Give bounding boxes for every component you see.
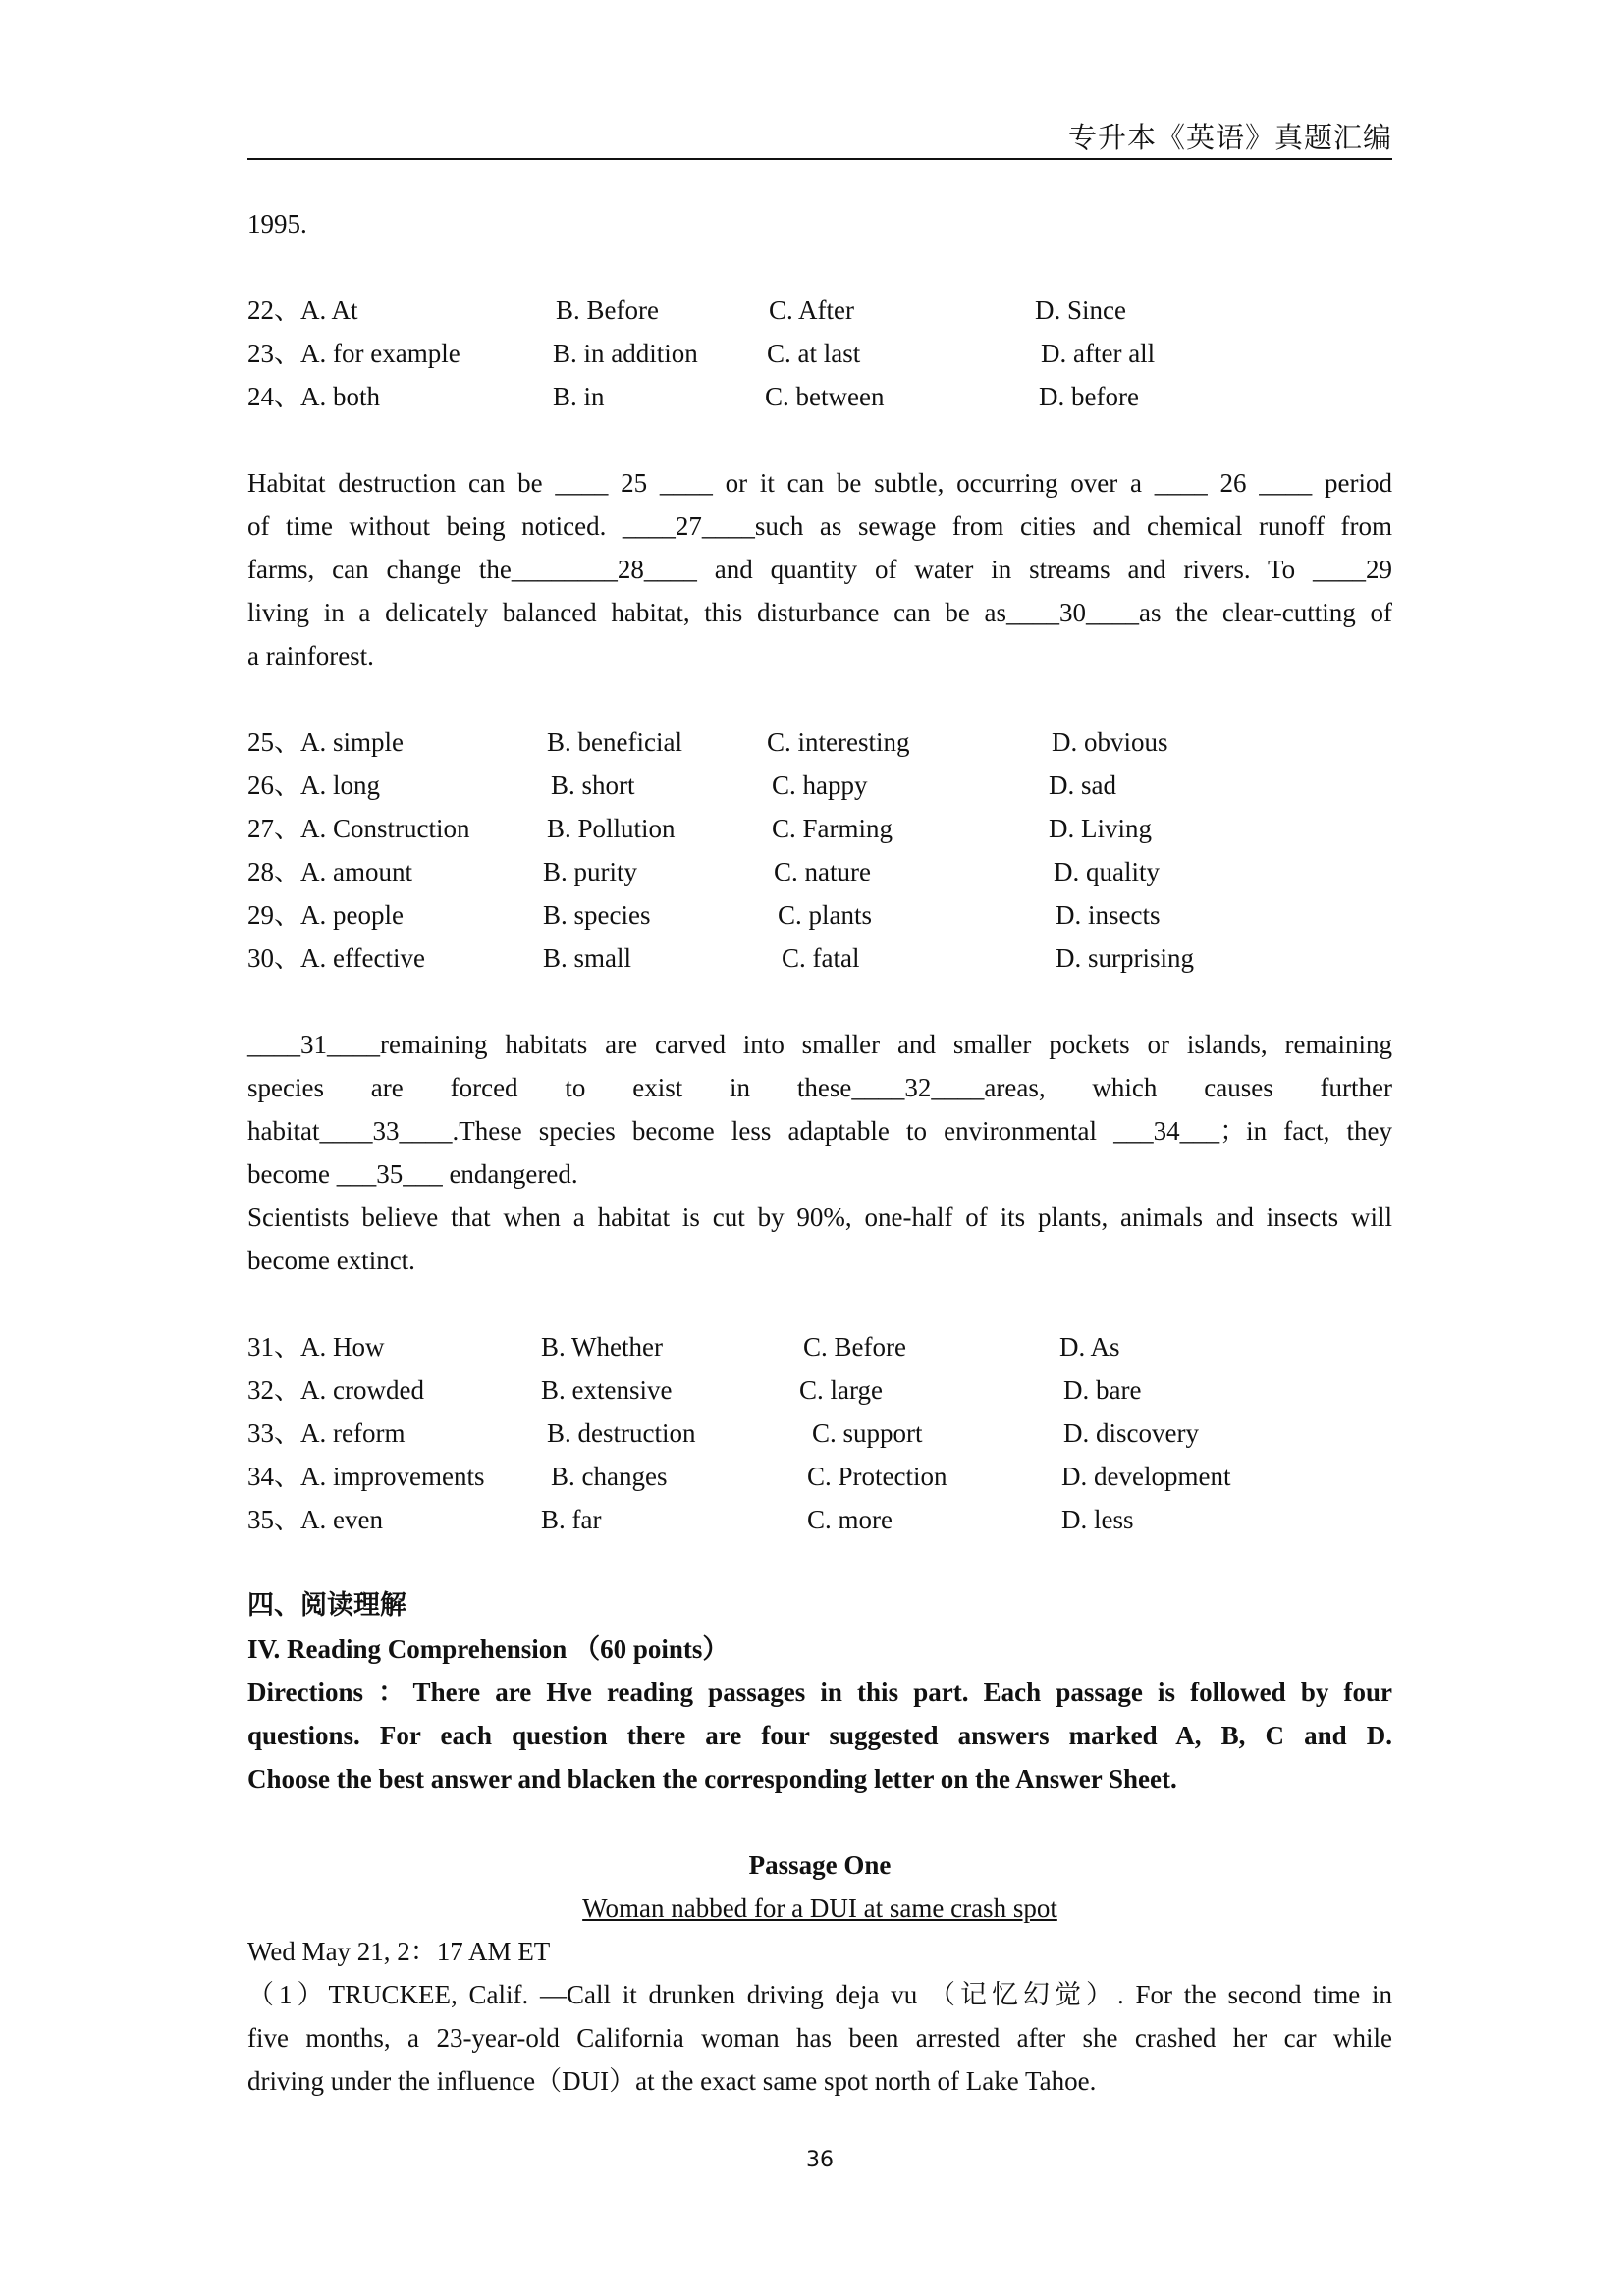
passage-one-body: （1）TRUCKEE, Calif. —Call it drunken driving deja vu （记忆幻觉）. For the second time in five months, a 23-year-old California woman has been arrested after she crashed her car while driving under the influence（DUI）at the exact same spot north of Lake Tahoe.	[247, 1980, 1392, 2096]
options-22-24	[247, 289, 1392, 418]
option-row: 26、A. long B. short C. happy D. sad	[247, 771, 1116, 800]
page-content	[247, 202, 1392, 2103]
page-header: 专升本《英语》真题汇编	[1067, 121, 1392, 154]
directions: Directions ：There are Hve reading passages in this part. Each passage is followed by four questions. For each question there are four suggested answers marked A, B, C and D. Choose the best answer and blacken the corresponding letter on the Answer Sheet.	[247, 1678, 1392, 1793]
document-page	[247, 0, 1392, 2296]
option-row: 29、A. people B. species C. plants D. insects	[247, 900, 1161, 930]
header-rule	[247, 158, 1392, 160]
dateline: Wed May 21, 2：17 AM ET	[247, 1937, 551, 1966]
top-fragment: 1995.	[247, 209, 307, 239]
option-row: 31、A. How B. Whether C. Before D. As	[247, 1332, 1120, 1362]
option-row: 32、A. crowded B. extensive C. large D. bare	[247, 1375, 1142, 1405]
passage-title: Woman nabbed for a DUI at same crash spot	[582, 1894, 1057, 1923]
option-row: 23、A. for example B. in addition C. at last D. after all	[247, 339, 1156, 368]
option-row: 30、A. effective B. small C. fatal D. surprising	[247, 943, 1194, 973]
passage-habitat-destruction: Habitat destruction can be ____ 25 ____ or it can be subtle, occurring over a ____ 26 ____ period of time without being noticed. ____27____such as sewage from cities and chemical runoff from farms, can change the________28____ and quantity of water in streams and rivers. To ____29 living in a delicately balanced habitat, this disturbance can be as____30____as the clear-cutting of a rainforest.	[247, 468, 1392, 670]
option-row: 33、A. reform B. destruction C. support D. discovery	[247, 1418, 1199, 1448]
section-title-en: IV. Reading Comprehension （60 points）	[247, 1634, 730, 1664]
option-row: 25、A. simple B. beneficial C. interesting D. obvious	[247, 727, 1168, 757]
option-row: 22、A. At B. Before C. After D. Since	[247, 295, 1126, 325]
section-title-cn: 四、阅读理解	[247, 1590, 406, 1621]
page-number: 36	[806, 2148, 834, 2172]
option-row: 28、A. amount B. purity C. nature D. quality	[247, 857, 1160, 886]
passage-heading: Passage One	[748, 1850, 892, 1880]
option-row: 34、A. improvements B. changes C. Protection D. development	[247, 1462, 1231, 1491]
option-row: 27、A. Construction B. Pollution C. Farming D. Living	[247, 814, 1152, 843]
options-25-30	[247, 721, 1392, 980]
option-row: 24、A. both B. in C. between D. before	[247, 382, 1139, 411]
options-31-35	[247, 1325, 1392, 1541]
option-row: 35、A. even B. far C. more D. less	[247, 1505, 1134, 1534]
passage-remaining-habitats: ____31____remaining habitats are carved into smaller and smaller pockets or islands, remaining species are forced to exist in these____32____areas, which causes further habitat____33____.These species become less adaptable to environmental ___34___；in fact, they become ___35___ endangered. Scientists believe that when a habitat is cut by 90%, one-half of its plants, animals and insects will become extinct.	[247, 1030, 1392, 1275]
